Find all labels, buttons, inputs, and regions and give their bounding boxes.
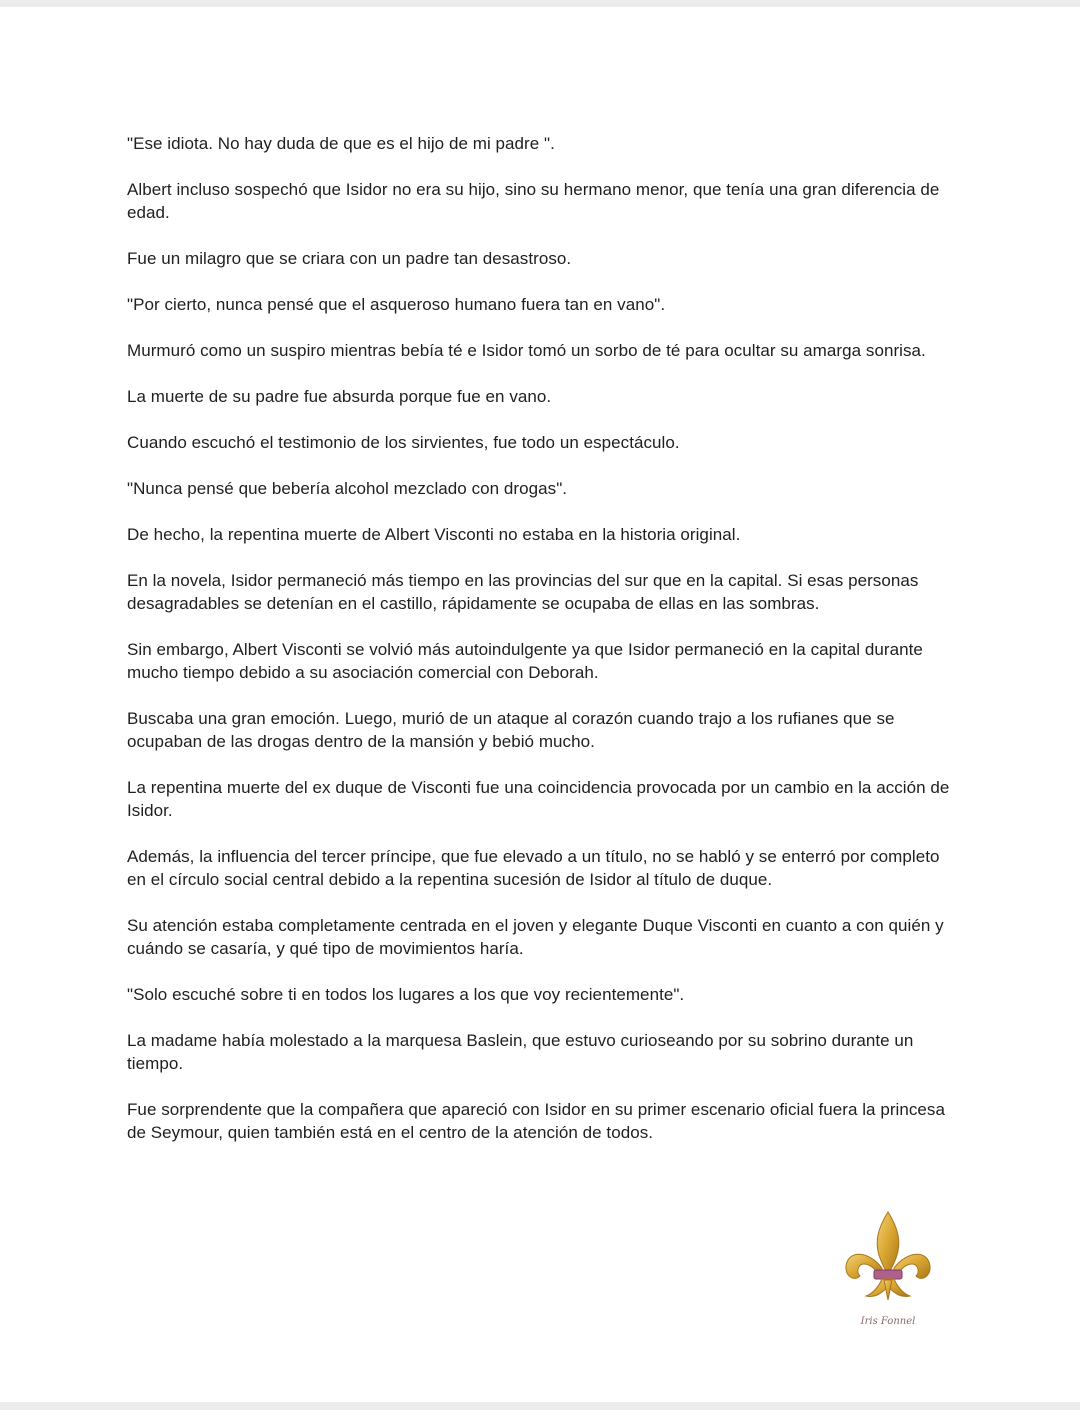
paragraph-11: Sin embargo, Albert Visconti se volvió más autoindulgente ya que Isidor permaneció en la capital durante mucho tiempo debido a su asociación comercial con Deborah.: [127, 640, 923, 682]
paragraph-10: En la novela, Isidor permaneció más tiempo en las provincias del sur que en la capital. Si esas personas desagradables se detenían en el castillo, rápidamente se ocupaba de ellas en las sombras.: [127, 571, 919, 613]
paragraph-17: La madame había molestado a la marquesa Baslein, que estuvo curioseando por su sobrino durante un tiempo.: [127, 1031, 914, 1073]
paragraph-6: La muerte de su padre fue absurda porque fue en vano.: [127, 387, 552, 406]
top-edge: [0, 0, 1080, 7]
fleur-de-lis-icon: [838, 1206, 938, 1336]
signature-text: Iris Fonnel: [860, 1316, 916, 1327]
paragraph-1: "Ese idiota. No hay duda de que es el hijo de mi padre ".: [127, 134, 555, 153]
paragraph-14: Además, la influencia del tercer príncipe, que fue elevado a un título, no se habló y se enterró por completo en el círculo social central debido a la repentina sucesión de Isidor al título de duque.: [127, 847, 940, 889]
bottom-edge: [0, 1402, 1080, 1410]
paragraph-7: Cuando escuchó el testimonio de los sirvientes, fue todo un espectáculo.: [127, 433, 680, 452]
paragraph-9: De hecho, la repentina muerte de Albert Visconti no estaba en la historia original.: [127, 525, 741, 544]
paragraph-15: Su atención estaba completamente centrada en el joven y elegante Duque Visconti en cuanto a con quién y cuándo se casaría, y qué tipo de movimientos haría.: [127, 916, 944, 958]
document-page: [127, 132, 957, 1167]
paragraph-2: Albert incluso sospechó que Isidor no era su hijo, sino su hermano menor, que tenía una gran diferencia de edad.: [127, 180, 940, 222]
paragraph-5: Murmuró como un suspiro mientras bebía té e Isidor tomó un sorbo de té para ocultar su amarga sonrisa.: [127, 341, 926, 360]
paragraph-3: Fue un milagro que se criara con un padre tan desastroso.: [127, 249, 572, 268]
paragraph-16: "Solo escuché sobre ti en todos los lugares a los que voy recientemente".: [127, 985, 685, 1004]
paragraph-4: "Por cierto, nunca pensé que el asqueroso humano fuera tan en vano".: [127, 295, 666, 314]
paragraph-18: Fue sorprendente que la compañera que apareció con Isidor en su primer escenario oficial fuera la princesa de Seymour, quien también está en el centro de la atención de todos.: [127, 1100, 945, 1142]
watermark-logo: [838, 1206, 938, 1336]
paragraph-12: Buscaba una gran emoción. Luego, murió de un ataque al corazón cuando trajo a los rufianes que se ocupaban de las drogas dentro de la mansión y bebió mucho.: [127, 709, 895, 751]
paragraph-13: La repentina muerte del ex duque de Visconti fue una coincidencia provocada por un cambio en la acción de Isidor.: [127, 778, 950, 820]
paragraph-8: "Nunca pensé que bebería alcohol mezclado con drogas".: [127, 479, 568, 498]
